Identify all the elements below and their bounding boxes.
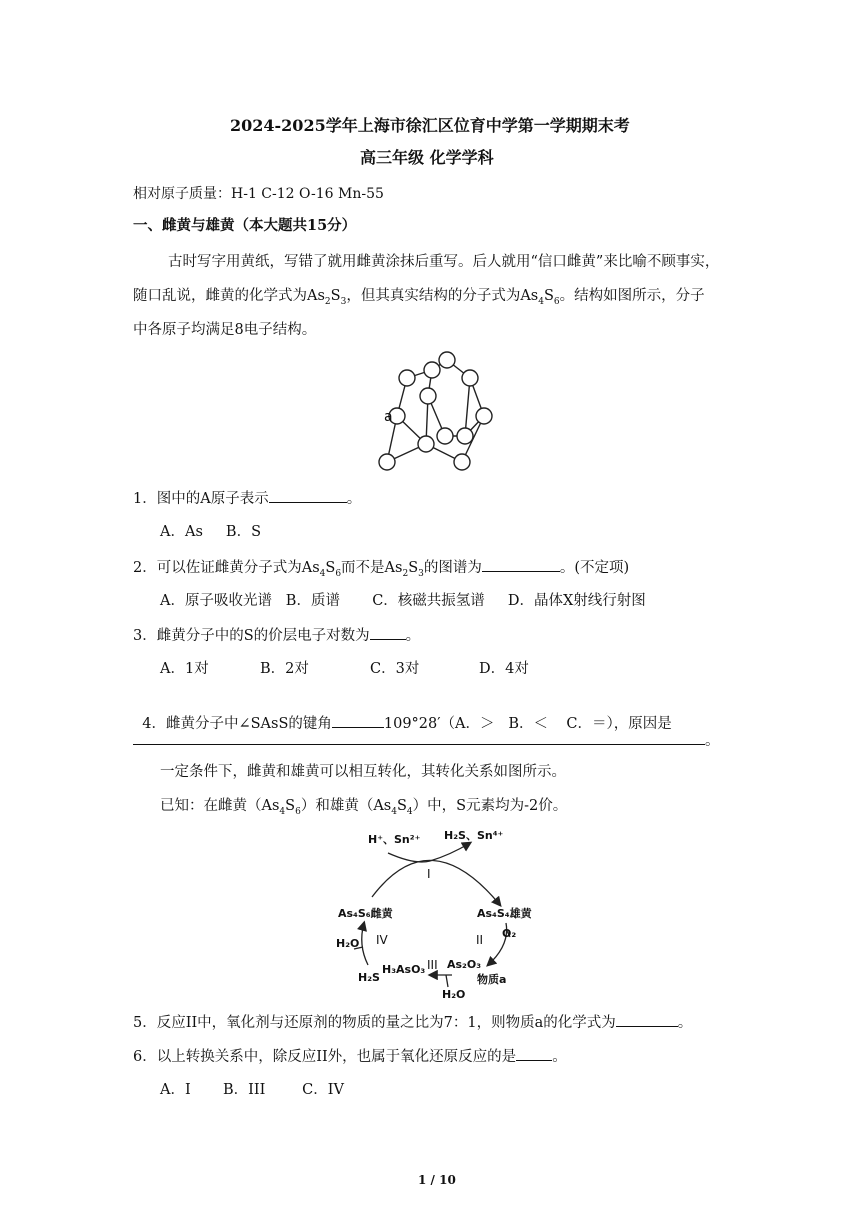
cycle-h2o-left: H₂O: [336, 937, 360, 950]
question-2-options: A．原子吸收光谱 B．质谱 C．核磁共振氢谱 D．晶体X射线行射图: [160, 593, 646, 609]
arc-reaction-1: [372, 860, 500, 905]
question-3-option-a: A．1对: [160, 661, 209, 677]
question-1-options: A．As B．S: [160, 524, 262, 540]
question-2: 2．可以佐证雌黄分子式为$As_4S_6$而不是$As_2S_3$的图谱为 。(不定项): [133, 557, 629, 584]
cycle-reaction-4-label: IV: [376, 933, 388, 947]
section-heading: 一、雌黄与雄黄（本大题共15分）: [133, 217, 357, 234]
question-3-option-c: C．3对: [370, 661, 420, 677]
intro-line-3: 中各原子均满足8电子结构。: [133, 322, 317, 338]
atom-node: [420, 388, 436, 404]
transition-text-2: 已知：在雌黄$(As_4S_6)$和雄黄$(As_4S_4)$中，S元素均为-2价。: [160, 798, 568, 817]
atom-node: [424, 362, 440, 378]
cycle-reaction-3-label: III: [427, 958, 438, 972]
question-1: 1．图中的A原子表示 。: [133, 488, 361, 509]
cycle-h2s: H₂S: [358, 971, 380, 984]
intro-line-1: 古时写字用黄纸，写错了就用雌黄涂抹后重写。后人就用“信口雌黄”来比喻不顾事实，: [168, 254, 720, 270]
atomic-mass-line: 相对原子质量：H-1 C-12 O-16 Mn-55: [133, 186, 384, 202]
cycle-reaction-2-label: II: [476, 933, 484, 947]
page-number: 1 / 10: [418, 1173, 456, 1187]
atom-node: [418, 436, 434, 452]
question-6: 6．以上转换关系中，除反应II外，也属于氧化还原反应的是 。: [133, 1046, 567, 1067]
cycle-h2o-bottom: H₂O: [442, 988, 466, 1001]
as4s6-structure-diagram: [360, 340, 510, 480]
cycle-as2o3: As₂O₃: [447, 958, 482, 971]
arc-reaction-4: [362, 923, 368, 965]
cycle-reagent-left: H⁺、Sn²⁺: [368, 833, 421, 846]
question-3-option-d: D．4对: [479, 661, 529, 677]
atom-node: [476, 408, 492, 424]
cycle-product-right: H₂S、Sn⁴⁺: [444, 829, 504, 842]
atom-node: [462, 370, 478, 386]
question-4: 4．雌黄分子中∠SAsS的键角 109°28′（A．＞ B．＜ C．＝），原因是: [133, 693, 672, 734]
question-6-options: A．I B．III C．IV: [160, 1082, 344, 1098]
atom-node: [437, 428, 453, 444]
cycle-left-compound: As₄S₆雌黄: [338, 907, 393, 920]
cycle-h3aso3: H₃AsO₃: [382, 963, 426, 976]
atom-node: [399, 370, 415, 386]
transition-text-1: 一定条件下，雌黄和雄黄可以相互转化，其转化关系如图所示。: [160, 764, 566, 780]
question-4-answer-line: 。: [133, 730, 720, 751]
exam-subtitle: 高三年级 化学学科: [360, 148, 494, 167]
cycle-o2-label: O₂: [502, 927, 517, 940]
exam-title: 2024-2025学年上海市徐汇区位育中学第一学期期末考: [230, 116, 630, 135]
cycle-right-compound: As₄S₄雄黄: [477, 907, 532, 920]
question-3-option-b: B．2对: [260, 661, 309, 677]
question-5: 5．反应II中，氧化剂与还原剂的物质的量之比为7：1，则物质a的化学式为 。: [133, 1012, 692, 1033]
question-3: 3．雌黄分子中的S的价层电子对数为 。: [133, 625, 420, 646]
atom-node: [379, 454, 395, 470]
atom-a-label: a: [384, 409, 393, 425]
intro-line-2: 随口乱说，雌黄的化学式为$As_2S_3$，但其真实结构的分子式为$As_4S_6$。结构如图所示，分子: [133, 288, 705, 307]
atom-node: [454, 454, 470, 470]
atom-node: [457, 428, 473, 444]
atom-node: [439, 352, 455, 368]
cycle-substance-a: 物质a: [477, 973, 507, 986]
cycle-reaction-1-label: I: [427, 867, 431, 881]
